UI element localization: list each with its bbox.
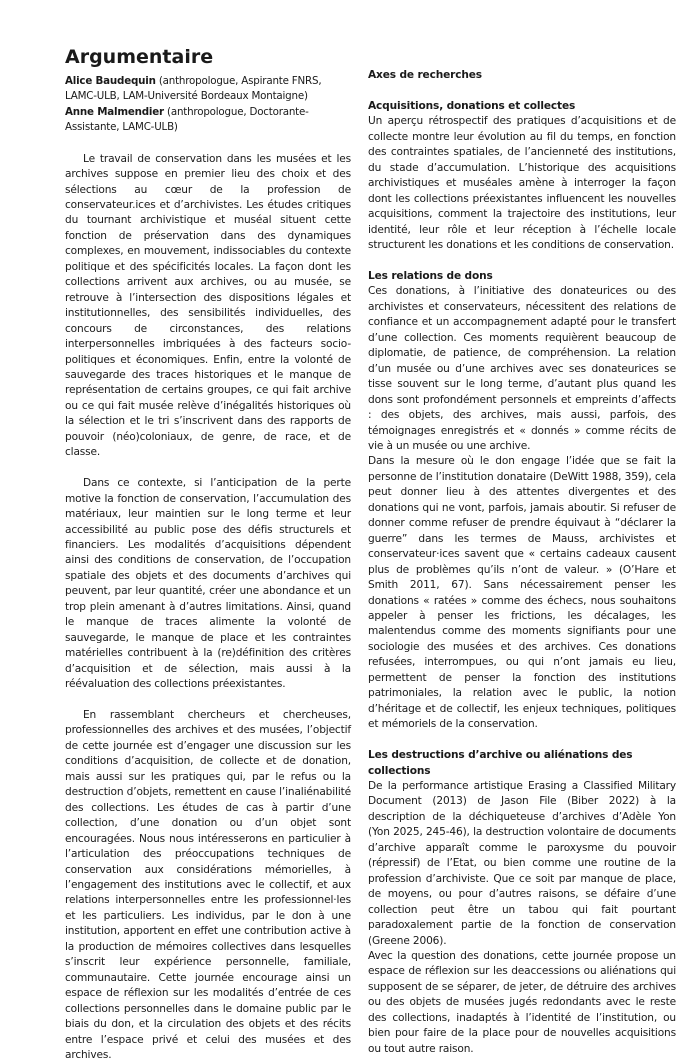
section-paragraph: De la performance artistique Erasing a Classified Military Document (2013) de Jason File (Biber 2022) à la description de la déchiqueteuse d’archives d’Adèle Yon (Yon 2025, 245-46), la destruction volontaire de documents d’archive apparaît comme le paroxysme du pouvoir (répressif) de l’Etat, ou bien comme une routine de la profession d’archiviste. Que ce soit par manque de place, de moyens, ou pour d’autres raisons, se défaire d’une collection peut être un tabou qui fait pourtant paradoxalement partie de la fonction de conservation (Greene 2006). bbox=[368, 779, 676, 947]
section-paragraph: Avec la question des donations, cette journée propose un espace de réflexion sur les deaccessions ou aliénations qui supposent de se séparer, de jeter, de détruire des archives ou des objets de musées jugés redondants avec le reste des collections, inadaptés à l’identité de l’institution, ou bien pour faire de la place pour de nouvelles acquisitions ou tout autre raison. bbox=[368, 949, 676, 1055]
section-paragraph: Dans la mesure où le don engage l’idée que se fait la personne de l’institution donataire (DeWitt 1988, 359), cela peut donner lieu à des attentes divergentes et des donations qui ne vont, parfois, jamais aboutir. Si refuser de donner comme refuser de prendre équivaut à “déclarer la guerre” dans les termes de Mauss, archivistes et conservateur·ices savent que « certains cadeaux causent plus de problèmes qu’ils n’ont de valeur. » (O’Hare et Smith 2011, 67). Sans nécessairement penser les donations « ratées » comme des échecs, nous souhaitons appeler à penser les frictions, les décalages, les malentendus comme des moments signifiants pour une sociologie des musées et des archives. Ces donations refusées, interrompues, ou qui n’ont jamais eu lieu, permettent de penser la fonction des institutions patrimoniales, la relation avec le public, la notion d’héritage et de collectif, les enjeux techniques, politiques et mémoriels de la conservation. bbox=[368, 455, 676, 731]
author-entry bbox=[65, 74, 351, 105]
intro-paragraph: Le travail de conservation dans les musées et les archives suppose en premier lieu des choix et des sélections au cœur de la profession de conservateur.ices et d’archivistes. Les études critiques du tournant archivistique et muséal situent cette fonction de préservation dans des dynamiques complexes, en mouvement, indissociables du contexte politique et des spécificités locales. La façon dont les collections arrivent aux archives, ou au musée, se retrouve à l’intersection des dispositions légales et institutionnelles, des sensibilités individuelles, des concours de circonstances, des relations interpersonnelles imbriquées à des facteurs socio-politiques et économiques. Enfin, entre la volonté de sauvegarde des traces historiques et le manque de représentation de certains groupes, ce qui fait archive ou ce qui fait musée relève d’inégalités historiques où la sélection et le tri s’inscrivent dans des rapports de pouvoir (néo)coloniaux, de genre, de race, et de classe. bbox=[65, 152, 351, 459]
section-heading: Les destructions d’archive ou aliénations des collections bbox=[368, 749, 633, 777]
author-entry bbox=[65, 105, 351, 136]
author-affiliation: (anthropologue, Doctorante-Assistante, LAMC-ULB) bbox=[65, 105, 309, 134]
section-paragraph: Ces donations, à l’initiative des donateurices ou des archivistes et conservateurs, nécessitent des relations de confiance et un accompagnement adapté pour le transfert d’une collection. Ces moments requièrent beaucoup de diplomatie, de patience, de compréhension. La relation d’un musée ou d’une archives avec ses donateurices se tisse souvent sur le long terme, d’autant plus quand les dons sont profondément personnels et empreints d’affects : des objets, des archives, mais aussi, parfois, des témoignages enregistrés et « donnés » comme récits de vie à un musée ou une archive. bbox=[368, 285, 676, 452]
section-relations-de-dons bbox=[368, 269, 676, 733]
section-paragraph: Un aperçu rétrospectif des pratiques d’acquisitions et de collecte montre leur évolution au fil du temps, en fonction des contraintes spatiales, de l’ancienneté des institutions, du stade d’accumulation. L’historique des acquisitions archivistiques et muséales amène à interroger la façon dont les collections préexistantes influencent les nouvelles acquisitions, comment la trajectoire des institutions, leur identité, leur rôle et leur réception à l’échelle locale structurent les donations et les conditions de conservation. bbox=[368, 115, 676, 252]
authors-block bbox=[65, 74, 351, 136]
section-heading: Acquisitions, donations et collectes bbox=[368, 99, 576, 112]
axes-heading: Axes de recherches bbox=[368, 69, 482, 81]
page-title: Argumentaire bbox=[65, 46, 214, 68]
section-heading: Les relations de dons bbox=[368, 269, 493, 282]
author-name: Alice Baudequin bbox=[65, 75, 156, 87]
left-column bbox=[65, 44, 351, 1063]
right-column bbox=[368, 68, 676, 1057]
intro-paragraph: En rassemblant chercheurs et chercheuses, professionnelles des archives et des musées, l’objectif de cette journée est d’engager une discussion sur les conditions d’acquisition, de collecte et de donation, mais aussi sur les pratiques qui, par le refus ou la destruction d’objets, remettent en cause l’inaliénabilité des collections. Les études de cas à partir d’une collection, d’une donation ou d’un objet sont encouragées. Nous nous intéresserons en particulier à l’articulation des préoccupations techniques de conservation aux considérations mémorielles, à l’engagement des institutions avec le collectif, et aux relations interpersonnelles entre les professionnel·les et les particuliers. Les individus, par le don à une institution, apportent en effet une contribution active à la production de mémoires collectives dans lesquelles s’inscrit leur expérience personnelle, familiale, communautaire. Cette journée encourage ainsi un espace de réflexion sur les modalités d’entrée de ces collections personnelles dans le domaine public par le biais du don, et la circulation des objets et des récits entre l’espace privé et celui des musées et des archives. bbox=[65, 709, 351, 1061]
section-destructions bbox=[368, 748, 676, 1057]
author-affiliation: (anthropologue, Aspirante FNRS, LAMC-ULB, LAM-Université Bordeaux Montaigne) bbox=[65, 75, 322, 103]
section-acquisitions bbox=[368, 99, 676, 254]
intro-paragraph: Dans ce contexte, si l’anticipation de la perte motive la fonction de conservation, l’accumulation des matériaux, leur maintien sur le long terme et leur accessibilité au public pose des défis structurels et financiers. Les modalités d’acquisitions dépendent ainsi des conditions de conservation, de l’occupation spatiale des objets et des documents d’archives qui peuvent, par leur quantité, créer une abondance et un trop plein amenant à d’autres limitations. Ainsi, quand le manque de traces alimente la volonté de sauvegarde, le manque de place et les contraintes matérielles contribuent à la (re)définition des critères d’acquisition et de sélection, mais aussi à la réévaluation des collections préexistantes. bbox=[65, 477, 351, 691]
author-name: Anne Malmendier bbox=[65, 105, 164, 118]
